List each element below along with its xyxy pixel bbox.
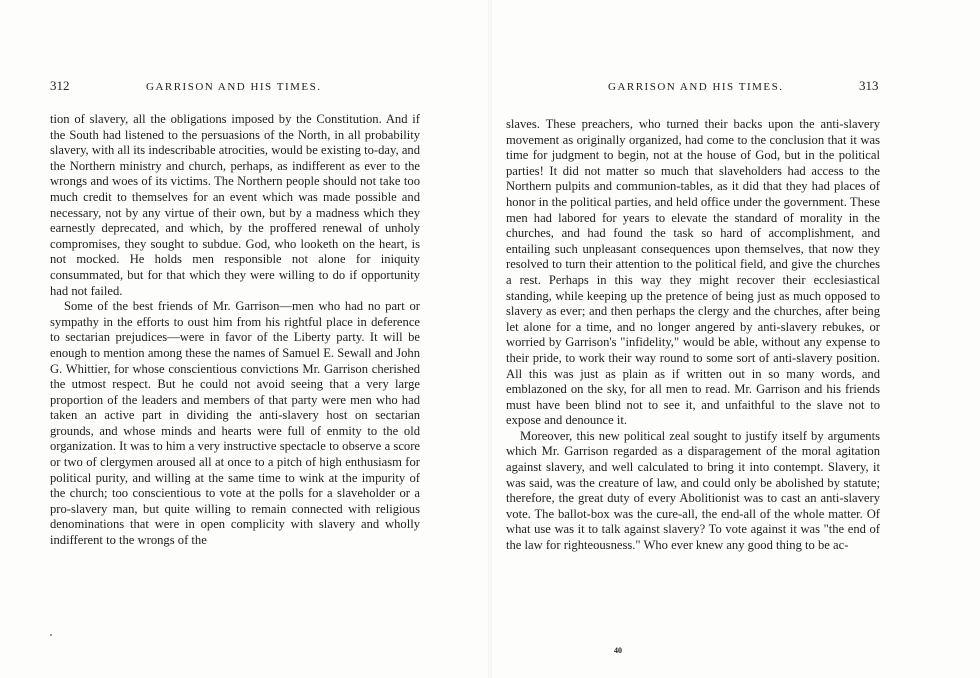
right-page-body bbox=[506, 117, 880, 554]
page-number-left: 312 bbox=[50, 78, 70, 93]
right-page bbox=[492, 0, 980, 678]
left-page-body bbox=[50, 112, 420, 549]
paragraph: slaves. These preachers, who turned their backs upon the anti-slavery movement as originally organized, had come to the conclusion that it was time for judgment to begin, not at the house of God, but in the political parties! It did not matter so much that slaveholders had access to the Northern pulpits and communion-tables, as it did that they had places of honor in the political parties, and held office under the government. These men had labored for years to elevate the standard of morality in the churches, and had found the task so hard of accomplishment, and entailing such unpleasant consequences upon themselves, that now they resolved to turn their attention to the political field, and give the churches a rest. Perhaps in this way they might recover their ecclesiastical standing, while keeping up the pretence of being just as much opposed to slavery as ever; and then perhaps the clergy and the churches, after being let alone for a time, and no longer angered by anti-slavery rebukes, or worried by Garrison's "infidelity," would be able, without any expense to their pride, to work their way round to some sort of anti-slavery position. All this was just as plain as if written out in so many words, and emblazoned on the sky, for all men to read. Mr. Garrison and his friends must have been blind not to see it, and unfaithful to the slave not to expose and denounce it. bbox=[506, 117, 880, 428]
left-page bbox=[0, 0, 488, 678]
paragraph: tion of slavery, all the obligations imposed by the Constitution. And if the South had listened to the persuasions of the North, in all probability slavery, with all its indescribable atrocities, would be existing to-day, and the Northern ministry and church, perhaps, as indifferent as ever to the wrongs and woes of its victims. The Northern people should not take too much credit to themselves for an event which was made possible and necessary, not by any virtue of their own, but by a madness which they earnestly deprecated, and which, by the proffered renewal of unholy compromises, they sought to subdue. God, who looketh on the heart, is not mocked. He holds men responsible not alone for iniquity consummated, but for that which they were willing to do if opportunity had not failed. bbox=[50, 112, 420, 298]
paragraph: Some of the best friends of Mr. Garrison—men who had no part or sympathy in the efforts to oust him from his rightful place in deference to sectarian prejudices—were in favor of the Liberty party. It will be enough to mention among these the names of Samuel E. Sewall and John G. Whittier, for whose conscientious convictions Mr. Garrison cherished the utmost respect. But he could not avoid seeing that a very large proportion of the leaders and members of that party were men who had taken an active part in dividing the anti-slavery host on sectarian grounds, and whose minds and hearts were full of enmity to the old organization. It was to him a very instructive spectacle to observe a score or two of clergymen aroused all at once to a pitch of high enthusiasm for political purity, and willing at the same time to wink at the impurity of the church; too conscientious to vote at the polls for a slaveholder or a pro-slavery man, but quite willing to remain connected with religious denominations that were in open complicity with slavery and wholly indifferent to the wrongs of the bbox=[50, 299, 420, 548]
signature-mark: 40 bbox=[614, 646, 622, 655]
running-head-left: GARRISON AND HIS TIMES. bbox=[146, 81, 322, 93]
paragraph: Moreover, this new political zeal sought to justify itself by arguments which Mr. Garrison regarded as a disparagement of the moral agitation against slavery, and well calculated to bring it into contempt. Slavery, it was said, was the creature of law, and could only be abolished by statute; therefore, the great duty of every Abolitionist was to cast an anti-slavery vote. The ballot-box was the cure-all, the end-all of the whole matter. Of what use was it to talk against slavery? To vote against it was "the end of the law for righteousness." Who ever knew any good thing to be ac- bbox=[506, 428, 880, 553]
page-number-right: 313 bbox=[859, 78, 879, 93]
running-head-right: GARRISON AND HIS TIMES. bbox=[608, 81, 784, 93]
margin-mark bbox=[50, 634, 52, 636]
